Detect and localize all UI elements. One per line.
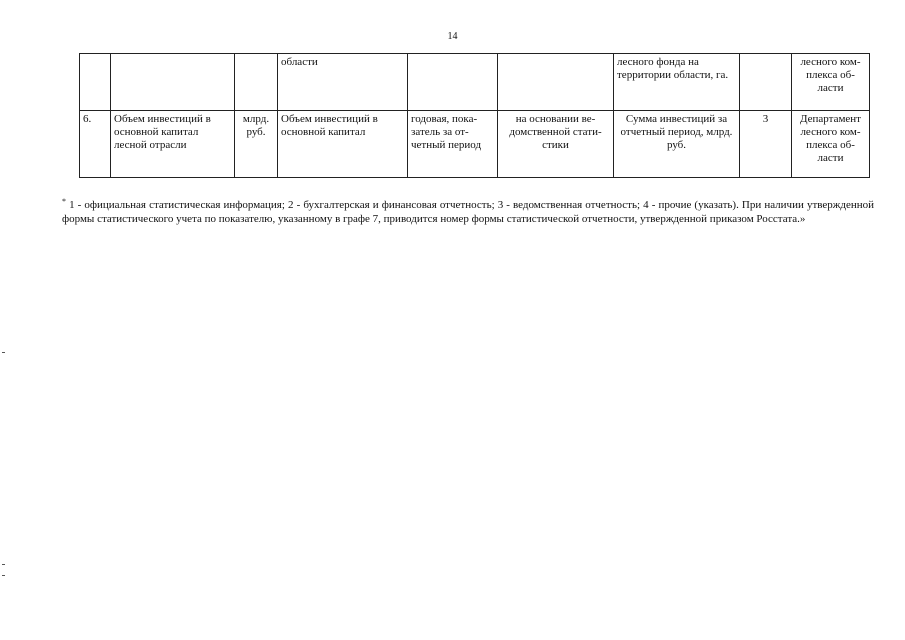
- footnote: [62, 198, 874, 226]
- table-cell-source-code: 3: [740, 111, 792, 178]
- table-cell-method: Сумма инвестиций за отчетный период, млрд. руб.: [614, 111, 740, 178]
- table-row: [80, 111, 870, 178]
- table-cell-source-code: [740, 54, 792, 111]
- scan-edge-mark: [2, 564, 5, 565]
- table-cell-definition: области: [278, 54, 408, 111]
- scan-edge-mark: [2, 352, 5, 353]
- table-cell-source: [498, 54, 614, 111]
- table-cell-periodicity: годовая, пока-затель за от-четный период: [408, 111, 498, 178]
- table-cell-periodicity: [408, 54, 498, 111]
- table-cell-method: лесного фонда на территории области, га.: [614, 54, 740, 111]
- table-cell-definition: Объем инвестиций в основной капитал: [278, 111, 408, 178]
- table-cell-unit: [235, 54, 278, 111]
- table-cell-number: [80, 54, 111, 111]
- table-cell-unit: млрд. руб.: [235, 111, 278, 178]
- footnote-text: 1 - официальная статистическая информация; 2 - бухгалтерская и финансовая отчетность; 3 - ведомственная отчетность; 4 - прочие (указать). При наличии утвержденной формы статистического учета по показателю, указанному в графе 7, приводится номер формы статистической отчетности, утвержденной приказом Росстата.»: [62, 199, 874, 225]
- table-cell-source: на основании ве-домственной стати-стики: [498, 111, 614, 178]
- table-row: [80, 54, 870, 111]
- table-cell-indicator: Объем инвестиций в основной капитал лесной отрасли: [111, 111, 235, 178]
- table-cell-responsible: лесного ком-плекса об-ласти: [792, 54, 870, 111]
- table-cell-responsible: Департамент лесного ком-плекса об-ласти: [792, 111, 870, 178]
- scan-edge-mark: [2, 575, 5, 576]
- table-cell-indicator: [111, 54, 235, 111]
- page-number: 14: [447, 31, 458, 42]
- table-cell-number: 6.: [80, 111, 111, 178]
- footnote-marker: *: [62, 197, 66, 206]
- indicators-table: [79, 53, 870, 178]
